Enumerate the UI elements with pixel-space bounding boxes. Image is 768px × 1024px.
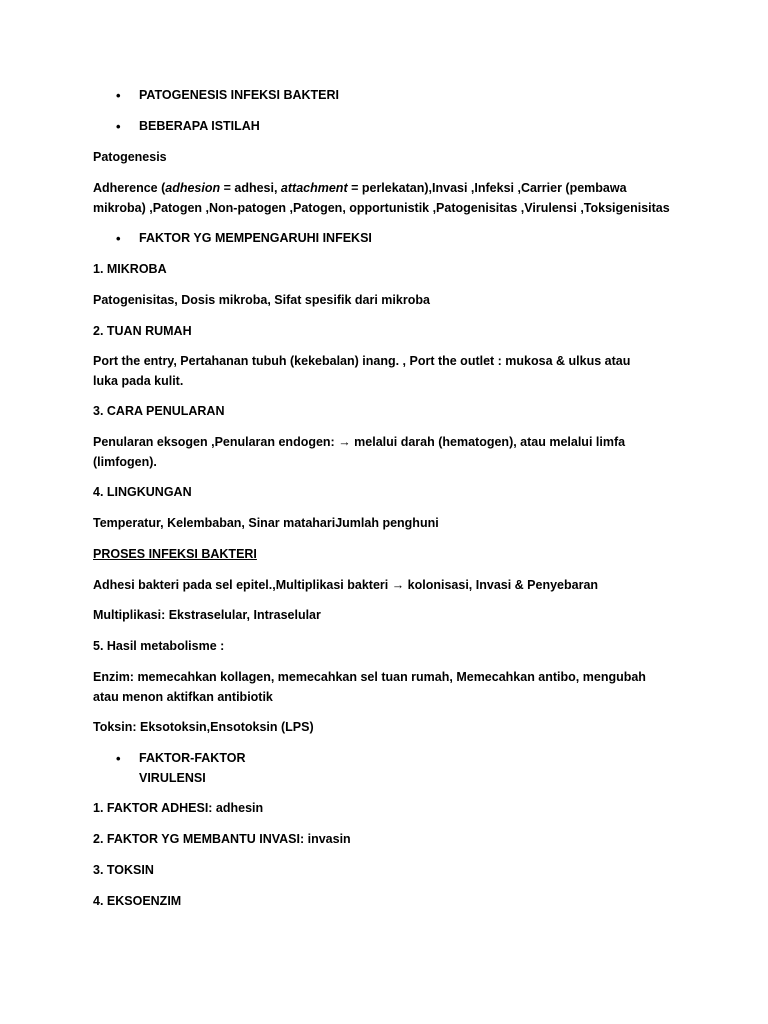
item-cara-penularan: 3. CARA PENULARAN [93,404,225,418]
item-faktor-invasi: 2. FAKTOR YG MEMBANTU INVASI: invasin [93,832,351,846]
text-lingkungan-desc: Temperatur, Kelembaban, Sinar matahariJumlah penghuni [93,516,439,530]
item-lingkungan: 4. LINGKUNGAN [93,485,192,499]
text-proses-desc: Adhesi bakteri pada sel epitel.,Multiplikasi bakteri → kolonisasi, Invasi & Penyebaran [93,578,599,592]
heading-patogenesis-infeksi: PATOGENESIS INFEKSI BAKTERI [139,88,340,102]
text-tuan-rumah-desc: Port the entry, Pertahanan tubuh (kekebalan) inang. , Port the outlet : mukosa & ulkus atau luka pada kulit. [93,354,631,388]
item-toksin: 3. TOKSIN [93,863,154,877]
item-hasil-metabolisme: 5. Hasil metabolisme : [93,639,225,653]
bullet-icon: • [116,231,121,246]
heading-faktor-virulensi: FAKTOR-FAKTOR VIRULENSI [139,751,246,785]
item-mikroba: 1. MIKROBA [93,262,167,276]
text-toksin: Toksin: Eksotoksin,Ensotoksin (LPS) [93,720,314,734]
item-tuan-rumah: 2. TUAN RUMAH [93,324,192,338]
bullet-icon: • [116,119,121,134]
text-multiplikasi: Multiplikasi: Ekstraselular, Intraselular [93,608,321,622]
bullet-icon: • [116,88,121,103]
bullet-icon: • [116,751,121,766]
label-patogenesis: Patogenesis [93,150,167,164]
heading-proses-infeksi: PROSES INFEKSI BAKTERI [93,547,257,561]
heading-faktor-infeksi: FAKTOR YG MEMPENGARUHI INFEKSI [139,231,372,245]
item-eksoenzim: 4. EKSOENZIM [93,894,182,908]
text-enzim-desc: Enzim: memecahkan kollagen, memecahkan sel tuan rumah, Memecahkan antibo, mengubah atau menon aktifkan antibiotik [93,670,646,704]
heading-beberapa-istilah: BEBERAPA ISTILAH [139,119,260,133]
text-penularan-desc: Penularan eksogen ,Penularan endogen: → melalui darah (hematogen), atau melalui limfa (limfogen). [93,435,626,469]
item-faktor-adhesi: 1. FAKTOR ADHESI: adhesin [93,801,264,815]
paragraph-adherence: Adherence (adhesion = adhesi, attachment = perlekatan),Invasi ,Infeksi ,Carrier (pembawa mikroba) ,Patogen ,Non-patogen ,Patogen, opportunistik ,Patogenisitas ,Virulensi ,Toksigenisitas [93,181,670,215]
text-mikroba-desc: Patogenisitas, Dosis mikroba, Sifat spesifik dari mikroba [93,293,430,307]
